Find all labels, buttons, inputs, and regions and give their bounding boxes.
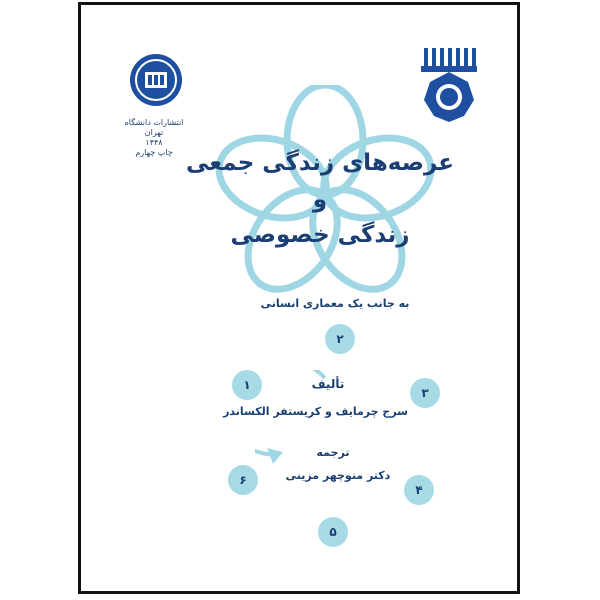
book-title-line2: و [312, 187, 328, 213]
author-names: سرج چرمایف و کریستفر الکساندر [223, 405, 408, 418]
translator-label: ترجمه [316, 446, 350, 459]
book-title-line1: عرصه‌های زندگی جمعی [186, 150, 454, 176]
number-circle-5: ۵ [318, 517, 348, 547]
book-title-line3: زندگی خصوصی [230, 222, 410, 248]
publisher-number: ۱۴۴۸ [145, 138, 163, 147]
author-label: تألیف [311, 377, 345, 391]
number-circle-1: ۱ [232, 370, 262, 400]
book-subtitle: به جانب یک معماری انسانی [260, 297, 410, 310]
publisher-name: انتشارات دانشگاه تهران [124, 118, 184, 137]
edition-label: چاپ چهارم [135, 148, 173, 157]
number-circle-6: ۶ [228, 465, 258, 495]
university-seal-icon [128, 52, 184, 108]
number-circle-3: ۳ [410, 378, 440, 408]
number-circle-2: ۲ [325, 324, 355, 354]
number-circle-4: ۴ [404, 475, 434, 505]
mosque-emblem-icon [418, 44, 480, 124]
publisher-info [118, 118, 190, 158]
translator-name: دکتر منوچهر مزینی [285, 469, 391, 482]
